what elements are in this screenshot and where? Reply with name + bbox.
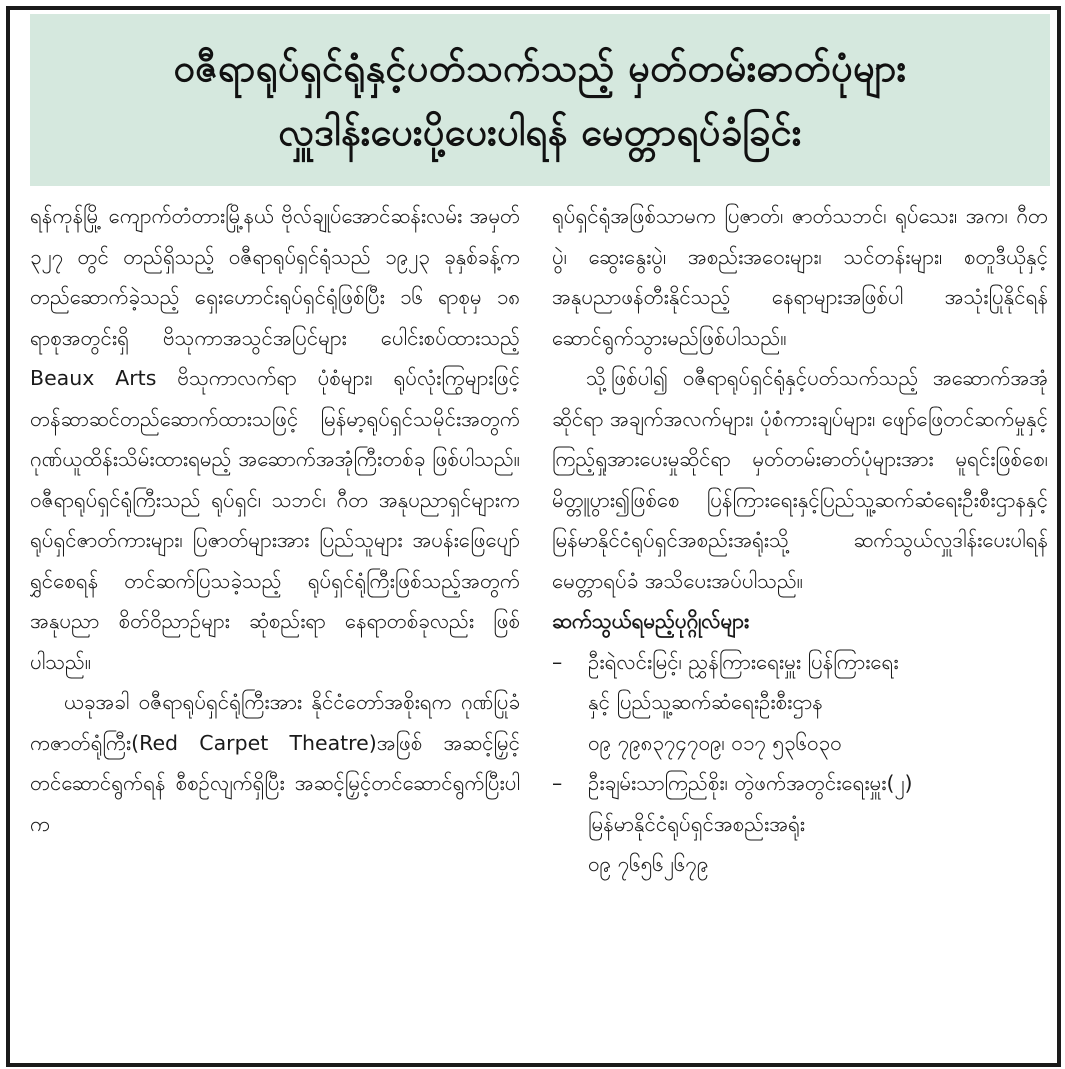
- left-paragraph-1: ရန်ကုန်မြို့ ကျောက်တံတားမြို့နယ် ဗိုလ်ချုပ်အောင်ဆန်းလမ်း အမှတ် ၃၂၇ တွင် တည်ရှိသည့် ဝဇီရာရုပ်ရှင်ရုံသည် ၁၉၂၃ ခုနှစ်ခန့်က တည်ဆောက်ခဲ့သည့် ရှေးဟောင်းရုပ်ရှင်ရုံဖြစ်ပြီး ၁၆ ရာစုမှ ၁၈ ရာစုအတွင်းရှိ ဗိသုကာအသွင်အပြင်များ ပေါင်းစပ်ထားသည့် Beaux Arts ဗိသုကာလက်ရာ ပုံစံများ၊ ရုပ်လုံးကြွများဖြင့် တန်ဆာဆင်တည်ဆောက်ထားသဖြင့် မြန်မာ့ရုပ်ရှင်သမိုင်းအတွက် ဂုဏ်ယူထိန်းသိမ်းထားရမည့် အဆောက်အအုံကြီးတစ်ခု ဖြစ်ပါသည်။ ဝဇီရာရုပ်ရှင်ရုံကြီးသည် ရုပ်ရှင်၊ သဘင်၊ ဂီတ အနုပညာရှင်များက ရုပ်ရှင်ဇာတ်ကားများ၊ ပြဇာတ်များအား ပြည်သူများ အပန်းဖြေပျော်ရွှင်စေရန် တင်ဆက်ပြသခဲ့သည့် ရုပ်ရှင်ရုံကြီးဖြစ်သည့်အတွက် အနုပညာ စိတ်ဝိညာဉ်များ ဆုံစည်းရာ နေရာတစ်ခုလည်း ဖြစ်ပါသည်။: [30, 204, 520, 674]
- list-dash: –: [552, 771, 563, 795]
- right-column: [552, 196, 1048, 1056]
- title-line-1: ဝဇီရာရုပ်ရှင်ရုံနှင့်ပတ်သက်သည့် မှတ်တမ်းဓာတ်ပုံများ: [173, 46, 907, 90]
- contact-name-title: ဦးချမ်းသာကြည်စိုး၊ တွဲဖက်အတွင်းရေးမှူး(၂): [588, 771, 913, 795]
- left-paragraph-2: ယခုအခါ ဝဇီရာရုပ်ရှင်ရုံကြီးအား နိုင်ငံတော်အစိုးရက ဂုဏ်ပြုခံ ကဇာတ်ရုံကြီး(Red Carpet Theatre)အဖြစ် အဆင့်မြှင့်တင်ဆောင်ရွက်ရန် စီစဉ်လျက်ရှိပြီး အဆင့်မြှင့်တင်ဆောင်ရွက်ပြီးပါက: [30, 690, 520, 836]
- contact-department: နှင့် ပြည်သူ့ဆက်ဆံရေးဦးစီးဌာန: [588, 690, 823, 714]
- contact-entry: [552, 642, 1048, 764]
- contact-entry: [552, 763, 1048, 885]
- list-dash: –: [552, 649, 563, 674]
- contact-phone: ၀၉ ၇၆၅၆၂၆၇၉: [588, 852, 709, 876]
- right-paragraph-1: ရုပ်ရှင်ရုံအဖြစ်သာမက ပြဇာတ်၊ ဇာတ်သဘင်၊ ရုပ်သေး၊ အက၊ ဂီတပွဲ၊ ဆွေးနွေးပွဲ၊ အစည်းအဝေးများ၊ သင်တန်းများ၊ စတူဒီယိုနှင့် အနုပညာဖန်တီးနိုင်သည့် နေရာများအဖြစ်ပါ အသုံးပြုနိုင်ရန် ဆောင်ရွက်သွားမည်ဖြစ်ပါသည်။: [552, 204, 1048, 350]
- contacts-heading: ဆက်သွယ်ရမည့်ပုဂ္ဂိုလ်များ: [552, 609, 750, 633]
- right-paragraph-2: သို့ဖြစ်ပါ၍ ဝဇီရာရုပ်ရှင်ရုံနှင့်ပတ်သက်သည့် အဆောက်အအုံဆိုင်ရာ အချက်အလက်များ၊ ပုံစံကားချပ်များ၊ ဖျော်ဖြေတင်ဆက်မှုနှင့် ကြည့်ရှုအားပေးမှုဆိုင်ရာ မှတ်တမ်းဓာတ်ပုံများအား မူရင်းဖြစ်စေ၊ မိတ္တူပွား၍ဖြစ်စေ ပြန်ကြားရေးနှင့်ပြည်သူ့ဆက်ဆံရေးဦးစီးဌာနနှင့် မြန်မာနိုင်ငံရုပ်ရှင်အစည်းအရုံးသို့ ဆက်သွယ်လှူဒါန်းပေးပါရန် မေတ္တာရပ်ခံ အသိပေးအပ်ပါသည်။: [552, 366, 1048, 593]
- notice-header: [30, 14, 1050, 186]
- contact-phone: ၀၉ ၇၉၈၃၇၄၇၀၉၊ ၀၁၇ ၅၃၆၀၃၀: [588, 730, 842, 755]
- contact-name-title: ဦးရဲလင်းမြင့်၊ ညွှန်ကြားရေးမှူး ပြန်ကြားရေး: [588, 649, 899, 674]
- left-column: [30, 196, 520, 1056]
- contact-department: မြန်မာနိုင်ငံရုပ်ရှင်အစည်းအရုံး: [588, 811, 806, 836]
- title-line-2: လှူဒါန်းပေးပို့ပေးပါရန် မေတ္တာရပ်ခံခြင်း: [278, 110, 802, 154]
